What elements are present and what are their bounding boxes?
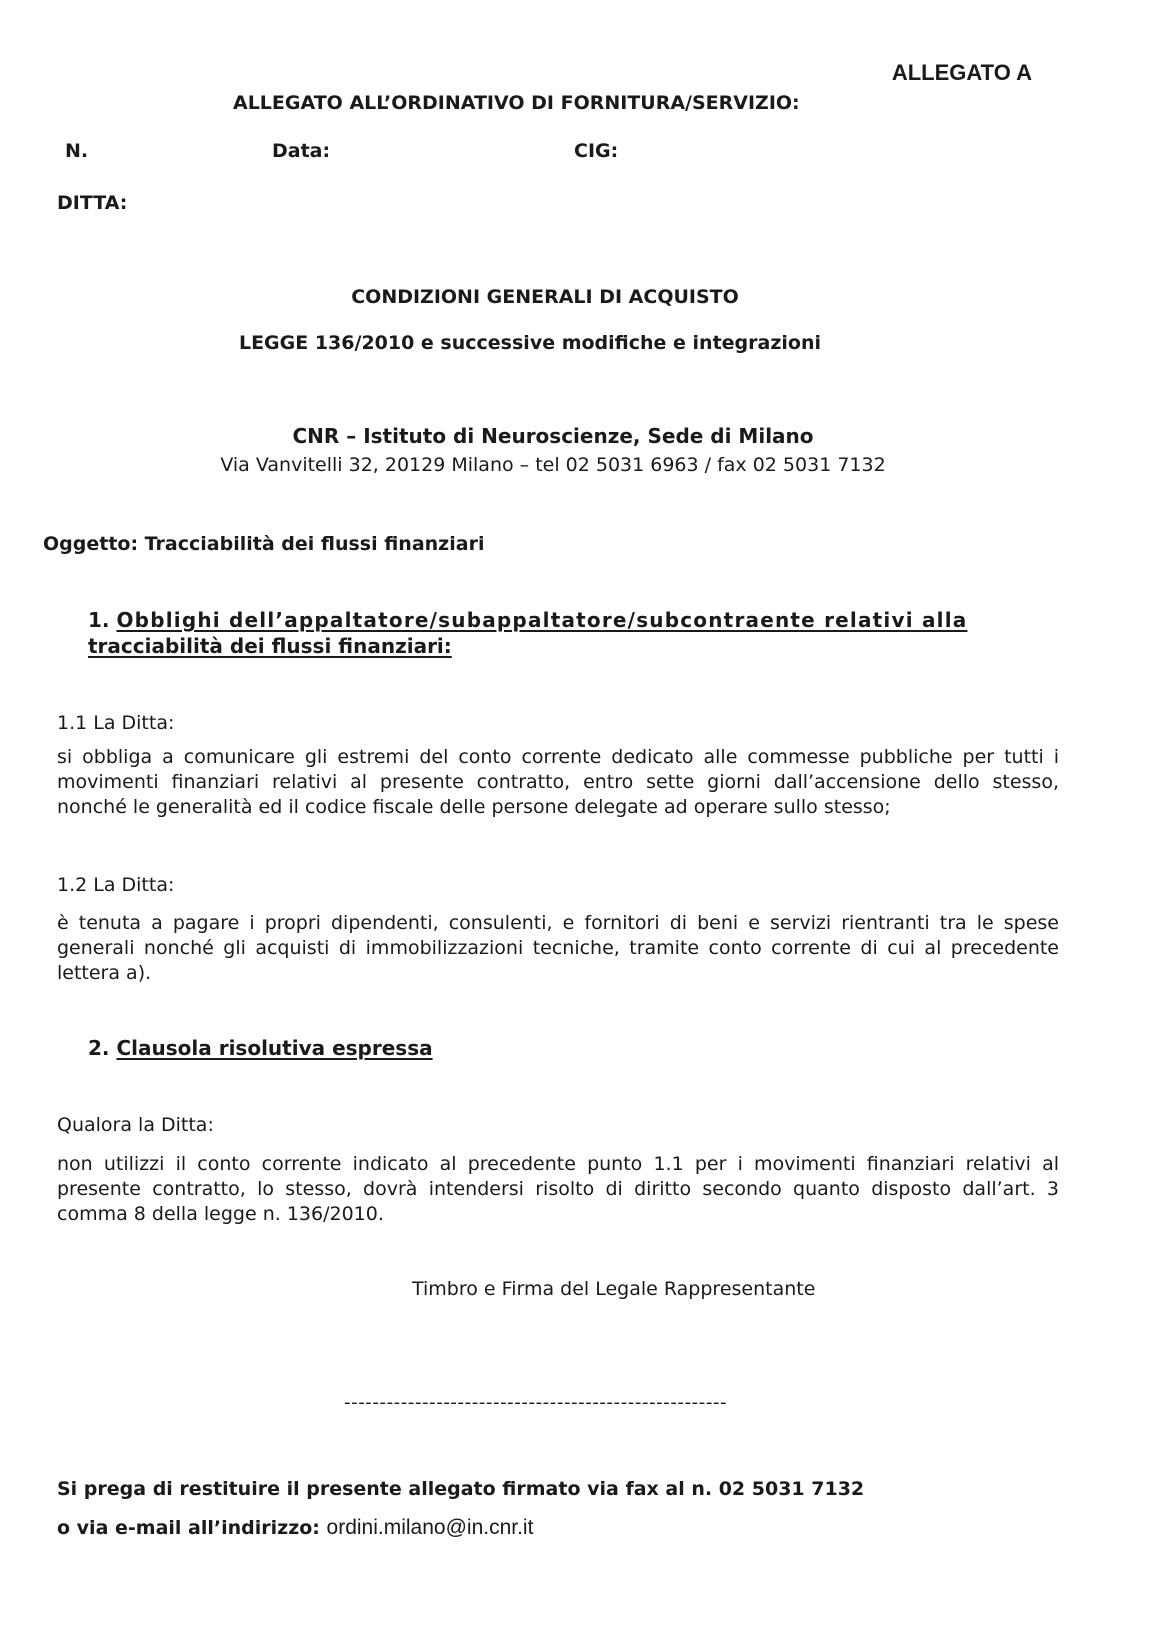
footer-fax-note: Si prega di restituire il presente allegato firmato via fax al n. 02 5031 7132	[57, 1478, 865, 1500]
institute-address: Via Vanvitelli 32, 20129 Milano – tel 02 5031 6963 / fax 02 5031 7132	[220, 454, 886, 476]
section-2-title: Clausola risolutiva espressa	[116, 1036, 433, 1060]
section-1-heading	[88, 608, 1068, 632]
section-2-number: 2.	[88, 1036, 110, 1060]
item-1-1-label: 1.1 La Ditta:	[57, 712, 175, 734]
order-number-label: N.	[65, 140, 89, 162]
section-1-heading-cont	[88, 634, 452, 658]
document-title: ALLEGATO ALL’ORDINATIVO DI FORNITURA/SERVIZIO:	[233, 92, 800, 114]
institute-name: CNR – Istituto di Neuroscienze, Sede di Milano	[292, 424, 814, 448]
section-1-title-line1: Obblighi dell’appaltatore/subappaltatore/subcontraente relativi alla	[116, 608, 968, 632]
ditta-label: DITTA:	[57, 192, 128, 214]
item-1-2-label: 1.2 La Ditta:	[57, 874, 175, 896]
section-1-title-line2: tracciabilità dei flussi finanziari:	[88, 634, 452, 658]
footer-email-address: ordini.milano@in.cnr.it	[326, 1516, 534, 1539]
item-1-1-text: si obbliga a comunicare gli estremi del conto corrente dedicato alle commesse pubbliche per tutti i movimenti finanziari relativi al presente contratto, entro sette giorni dall’accensione dello stesso, nonché le generalità ed il codice fiscale delle persone delegate ad operare sullo stesso;	[57, 746, 1059, 818]
section-1-number: 1.	[88, 608, 110, 632]
signature-label: Timbro e Firma del Legale Rappresentante	[412, 1278, 816, 1300]
cig-label: CIG:	[574, 140, 619, 162]
allegato-tag: ALLEGATO A	[891, 60, 1032, 85]
order-date-label: Data:	[272, 140, 331, 162]
subject-line: Oggetto: Tracciabilità dei flussi finanziari	[43, 533, 485, 555]
conditions-subtitle: LEGGE 136/2010 e successive modifiche e integrazioni	[238, 332, 822, 354]
footer-email-note	[57, 1516, 533, 1540]
signature-line: ------------------------------------------------------	[344, 1392, 728, 1413]
section-2-heading	[88, 1036, 433, 1060]
conditions-title: CONDIZIONI GENERALI DI ACQUISTO	[351, 286, 739, 308]
section-2-label: Qualora la Ditta:	[57, 1114, 214, 1136]
footer-email-prefix: o via e-mail all’indirizzo:	[57, 1517, 320, 1539]
section-2-text: non utilizzi il conto corrente indicato al precedente punto 1.1 per i movimenti finanziari relativi al presente contratto, lo stesso, dovrà intendersi risolto di diritto secondo quanto disposto dall’art. 3 comma 8 della legge n. 136/2010.	[57, 1153, 1059, 1225]
item-1-2-text: è tenuta a pagare i propri dipendenti, consulenti, e fornitori di beni e servizi rientranti tra le spese generali nonché gli acquisti di immobilizzazioni tecniche, tramite conto corrente di cui al precedente lettera a).	[57, 912, 1059, 984]
